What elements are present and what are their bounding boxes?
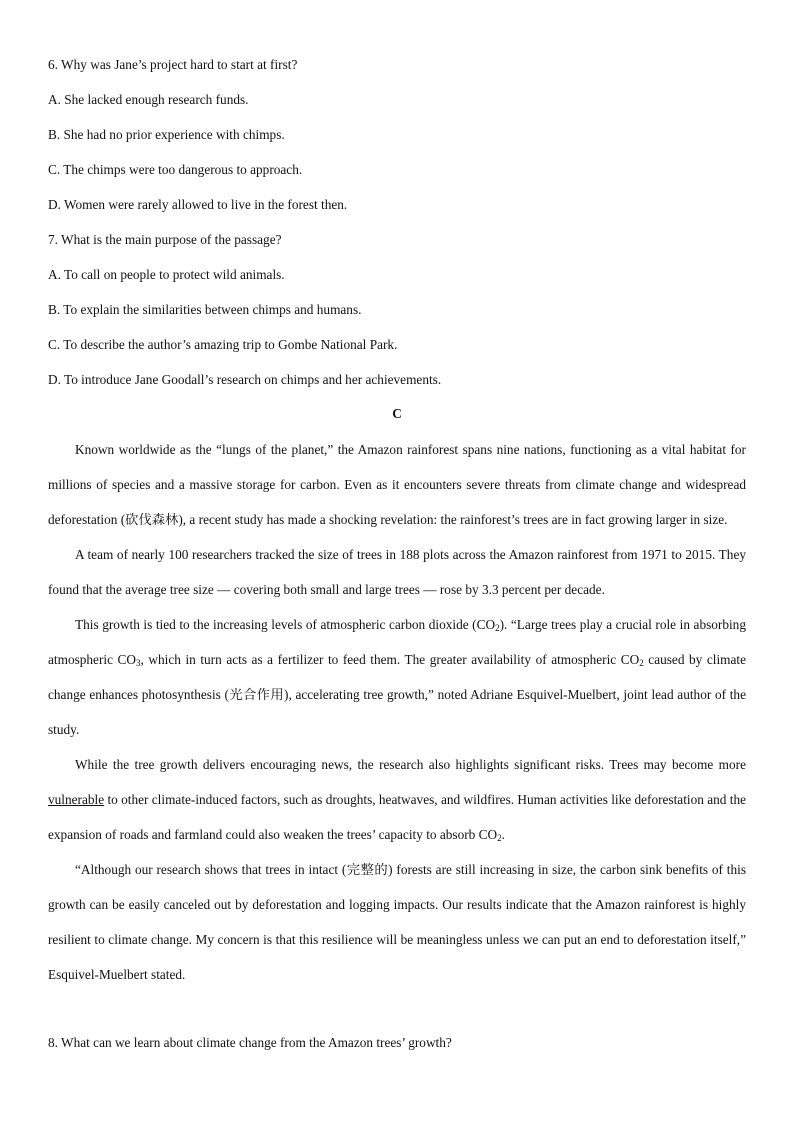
- passage-paragraph-4: [48, 747, 746, 852]
- question-7-option-d: D. To introduce Jane Goodall’s research on chimps and her achievements.: [48, 372, 442, 387]
- paragraph-3-text-d: caused by climate change enhances photosynthesis (光合作用), accelerating tree growth,” noted Adriane Esquivel-Muelbert, joint lead author of the study.: [48, 652, 747, 737]
- passage-paragraph-1: Known worldwide as the “lungs of the planet,” the Amazon rainforest spans nine nations, functioning as a vital habitat for millions of species and a massive storage for carbon. Even as it encounters severe threats from climate change and widespread deforestation (砍伐森林), a recent study has made a shocking revelation: the rainforest’s trees are in fact growing larger in size.: [48, 442, 746, 527]
- underlined-word: vulnerable: [48, 792, 105, 807]
- question-7-option-c: C. To describe the author’s amazing trip to Gombe National Park.: [48, 337, 398, 352]
- question-8-stem: 8. What can we learn about climate change from the Amazon trees’ growth?: [48, 1035, 452, 1050]
- passage-paragraph-3: [48, 607, 746, 747]
- question-7-stem: 7. What is the main purpose of the passage?: [48, 232, 282, 247]
- subscript-2: 2: [497, 833, 502, 843]
- passage-paragraph-5: “Although our research shows that trees in intact (完整的) forests are still increasing in size, the carbon sink benefits of this growth can be easily canceled out by deforestation and logging impacts. Our results indicate that the Amazon rainforest is highly resilient to climate change. My concern is that this resilience will be meaningless unless we can put an end to deforestation itself,” Esquivel-Muelbert stated.: [48, 862, 746, 982]
- question-6-option-c: C. The chimps were too dangerous to approach.: [48, 162, 303, 177]
- question-6-option-b: B. She had no prior experience with chimps.: [48, 127, 285, 142]
- subscript-3: 3: [136, 658, 141, 668]
- subscript-2: 2: [495, 623, 500, 633]
- paragraph-4-text-a: While the tree growth delivers encouraging news, the research also highlights significant risks. Trees may become more: [75, 757, 746, 772]
- paragraph-3-text-c: , which in turn acts as a fertilizer to feed them. The greater availability of atmospheric CO: [140, 652, 640, 667]
- question-6-option-d: D. Women were rarely allowed to live in the forest then.: [48, 197, 348, 212]
- question-6-option-a: A. She lacked enough research funds.: [48, 92, 249, 107]
- paragraph-3-text-a: This growth is tied to the increasing levels of atmospheric carbon dioxide (CO: [75, 617, 496, 632]
- question-6-stem: 6. Why was Jane’s project hard to start at first?: [48, 57, 298, 72]
- question-7-option-a: A. To call on people to protect wild animals.: [48, 267, 285, 282]
- paragraph-4-text-c: .: [501, 827, 505, 842]
- passage-c: [48, 432, 746, 992]
- paragraph-3-text-b: ). “Large trees play a crucial role in absorbing atmospheric CO: [48, 617, 746, 667]
- section-title: C: [392, 406, 402, 421]
- paragraph-4-text-b: to other climate-induced factors, such as droughts, heatwaves, and wildfires. Human activities like deforestation and the expansion of roads and farmland could also weaken the trees’ capacity to absorb CO: [48, 792, 746, 842]
- question-7-option-b: B. To explain the similarities between chimps and humans.: [48, 302, 362, 317]
- subscript-2: 2: [639, 658, 644, 668]
- passage-paragraph-2: A team of nearly 100 researchers tracked the size of trees in 188 plots across the Amazon rainforest from 1971 to 2015. They found that the average tree size — covering both small and large trees — rose by 3.3 percent per decade.: [48, 547, 746, 597]
